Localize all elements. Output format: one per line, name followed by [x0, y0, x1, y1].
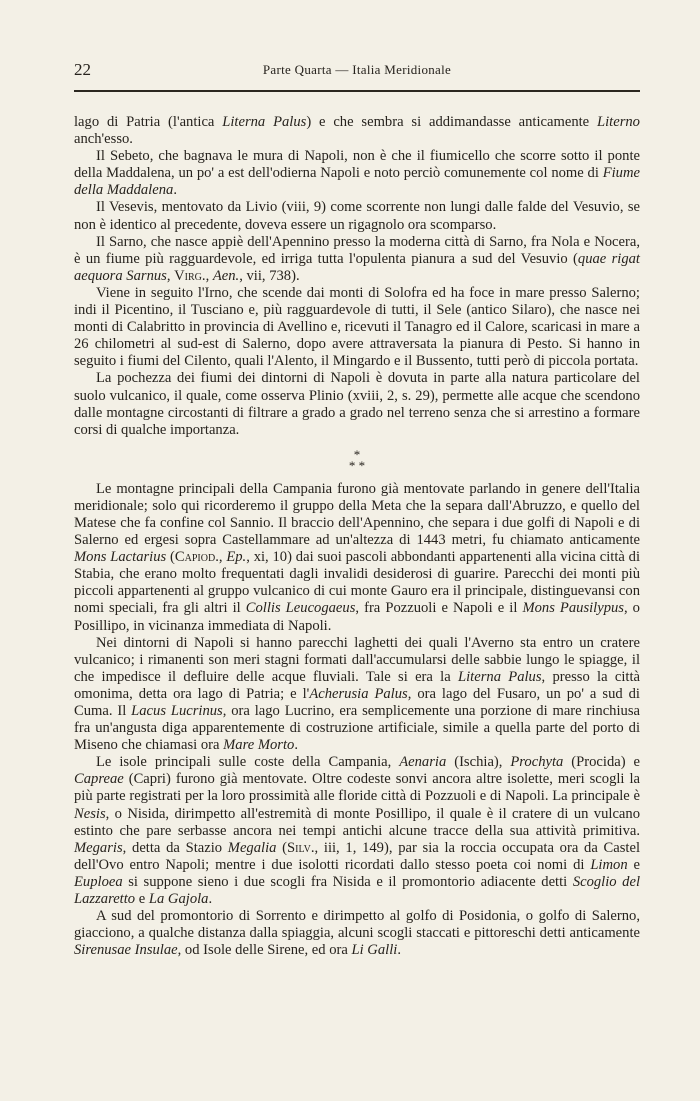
italic-term: Mons Lactarius — [74, 549, 167, 566]
paragraph — [74, 114, 640, 148]
text-run: , ora lago Lucrino, era semplicemente una porzione di mare rinchiusa fra un'angusta diga apparentemente di costruzione artificiale, simile a quella parte del porto di Miseno che chiamasi ora — [74, 703, 640, 754]
text-run: ( — [276, 839, 288, 856]
text-run: (Procida) e — [563, 754, 640, 771]
italic-term: Literno — [597, 114, 640, 130]
italic-term: Mons Pausilypus — [522, 600, 624, 617]
paragraph — [74, 285, 640, 370]
text-run: , ora lago del Fusaro, un po' a sud di Cuma. Il — [74, 685, 640, 719]
paragraph — [74, 199, 640, 233]
italic-term: Literna Palus — [458, 668, 542, 685]
text-run: Il Sarno, che nasce appiè dell'Apennino presso la moderna città di Sarno, fra Nola e Nocera, è un fiume più ragguardevole, ed irriga tutta l'opulenta pianura a sud del Vesuvio ( — [74, 233, 640, 267]
asterism-top: * — [353, 446, 361, 462]
italic-term: Ep. — [226, 549, 247, 566]
text-run: Viene in seguito l'Irno, che scende dai monti di Solofra ed ha foce in mare presso Salerno; indi il Picentino, il Tusciano e, più ragguardevole di tutti, il Sele (antico Silaro), che nasce nei monti di Calabritto in provincia di Avellino e, ricevuti il Tanagro ed il Calore, scaricasi in mare a 26 chilometri al sud-est di Salerno, dopo avere attraversata la pianura di Pesto. Si hanno in seguito i fiumi del Cilento, quali l'Alento, il Mingardo e il Bussento, tutti però di piccola portata. — [74, 284, 640, 370]
text-run: si suppone sieno i due scogli fra Nisida e il promontorio adiacente detti — [122, 873, 573, 890]
paragraphs-before-break — [74, 114, 640, 439]
paragraph — [74, 370, 640, 438]
italic-term: Collis Leucogaeus — [245, 600, 356, 617]
text-run: Le isole principali sulle coste della Campania, — [96, 754, 400, 771]
text-run: Nei dintorni di Napoli si hanno parecchi laghetti dei quali l'Averno sta entro un cratere vulcanico; i rimanenti son meri stagni formati dall'accumularsi delle sabbie lungo le spiagge, il che impedisce il defluire delle acque fluviali. Tale si era la — [74, 634, 640, 685]
italic-term: Aenaria — [399, 754, 447, 771]
text-run: lago di Patria (l'antica — [74, 114, 223, 130]
italic-term: Acherusia Palus — [309, 685, 408, 702]
text-run: ( — [166, 549, 175, 566]
italic-term: Literna Palus — [222, 114, 307, 130]
body-text — [74, 114, 640, 959]
text-run: , — [218, 549, 227, 566]
text-run: (Ischia), — [446, 754, 511, 771]
italic-term: Limon — [590, 856, 628, 873]
italic-term: Megalia — [227, 839, 277, 856]
header-rule — [74, 90, 640, 92]
text-run: Il Vesevis, mentovato da Livio (viii, 9) come scorrente non lungi dalle falde del Vesuvio, se non è identico al precedente, doveva essere un rigagnolo ora scomparso. — [74, 199, 640, 233]
paragraph — [74, 754, 640, 908]
author-abbrev: Capiod. — [174, 549, 219, 566]
text-run: . — [208, 891, 213, 908]
page-number: 22 — [74, 60, 91, 79]
italic-term: Lacus Lucrinus — [131, 703, 223, 719]
text-run: , presso la città omonima, detta ora lago di Patria; e l' — [74, 668, 640, 702]
italic-term: quae rigat aequora Sarnus — [74, 250, 640, 284]
author-abbrev: Virg. — [174, 267, 206, 284]
text-run: , od Isole delle Sirene, ed ora — [177, 942, 352, 959]
paragraphs-after-break — [74, 481, 640, 960]
italic-term: Scoglio del Lazzaretto — [74, 873, 640, 908]
italic-term: Prochyta — [510, 754, 564, 771]
page-header — [74, 60, 640, 82]
text-run: , fra Pozzuoli e Napoli e il — [355, 600, 523, 617]
italic-term: Capreae — [74, 771, 124, 788]
italic-term: Li Galli — [351, 942, 398, 959]
paragraph — [74, 481, 640, 635]
text-run: A sud del promontorio di Sorrento e dirimpetto al golfo di Posidonia, o golfo di Salerno, giacciono, a qualche distanza dalla spiaggia, alcuni scogli staccati e pittoreschi detti anticamente — [74, 908, 640, 942]
paragraph — [74, 635, 640, 755]
text-run: , xi, 10) dai suoi pascoli abbondanti appartenenti alla vicina città di Stabia, che erano molto frequentati dagli invalidi desiderosi di guarire. Parecchi dei monti più piccoli appartenenti al gruppo vulcanico di cui monte Gauro era il principale, distinguevansi con nomi speciali, fra gli altri il — [74, 549, 641, 617]
section-break-asterism — [74, 446, 640, 473]
text-run: Le montagne principali della Campania furono già mentovate parlando in genere dell'Italia meridionale; solo qui ricorderemo il gruppo della Meta che la separa dall'Abruzzo, e quello del Matese che fa confine col Sannio. Il braccio dell'Apennino, che separa i due golfi di Napoli e di Salerno ed ergesi sopra Castellammare ad un'altezza di 1443 metri, fu chiamato anticamente — [74, 480, 640, 549]
paragraph — [74, 908, 640, 959]
italic-term: Megaris — [74, 839, 123, 856]
text-run: e — [627, 856, 640, 873]
asterism-bottom: * * — [348, 457, 366, 473]
italic-term: La Gajola — [148, 891, 209, 908]
italic-term: Euploea — [74, 873, 123, 890]
italic-term: Mare Morto — [223, 737, 295, 754]
paragraph — [74, 234, 640, 285]
text-run: . — [294, 737, 298, 754]
italic-term: Fiume della Maddalena — [74, 165, 640, 199]
author-abbrev: Silv. — [287, 839, 315, 856]
text-run: (Capri) furono già mentovate. Oltre codeste sonvi ancora altre isolette, meri scogli la più parte registrati per la loro prossimità alle floride città di Pozzuoli e di Napoli. La principale è — [74, 771, 640, 805]
text-run: , o Nisida, dirimpetto all'estremità di monte Posillipo, il quale è il cratere di un vulcano estinto che pare serbasse ancora nei tempi antichi alcune tracce della sua attività primitiva. — [74, 805, 640, 839]
text-run: , detta da Stazio — [122, 839, 228, 856]
text-run: anch'esso. — [74, 131, 133, 148]
text-run: , iii, 1, 149), par sia la roccia occupata ora da Castel dell'Ovo entro Napoli; mentre i due isolotti ricordati dallo stesso poeta coi nomi di — [74, 839, 640, 873]
text-run: , o Posillipo, in vicinanza immediata di Napoli. — [74, 600, 640, 634]
italic-term: Nesis — [74, 805, 106, 822]
text-run: . — [173, 182, 177, 199]
text-run: , — [166, 267, 175, 284]
italic-term: Aen. — [212, 267, 240, 284]
italic-term: Sirenusae Insulae — [74, 942, 178, 959]
paragraph — [74, 148, 640, 199]
text-run: e — [135, 891, 149, 908]
text-run: La pochezza dei fiumi dei dintorni di Napoli è dovuta in parte alla natura particolare del suolo vulcanico, il quale, come osserva Plinio (xviii, 2, s. 29), permette alle acque che scendono dalle montagne circostanti di filtrare a grado a grado nel terreno senza che si arrestino a formare corsi di qualche importanza. — [74, 370, 640, 438]
text-run: , vii, 738). — [239, 267, 300, 284]
text-run: ) e che sembra si addimandasse anticamente — [306, 114, 597, 130]
text-run: , — [205, 267, 213, 284]
text-run: Il Sebeto, che bagnava le mura di Napoli, non è che il fiumicello che scorre sotto il ponte della Maddalena, un po' a est dell'odierna Napoli e noto perciò comunemente col nome di — [74, 148, 640, 182]
text-run: . — [397, 942, 401, 959]
running-title: Parte Quarta — Italia Meridionale — [262, 62, 452, 77]
